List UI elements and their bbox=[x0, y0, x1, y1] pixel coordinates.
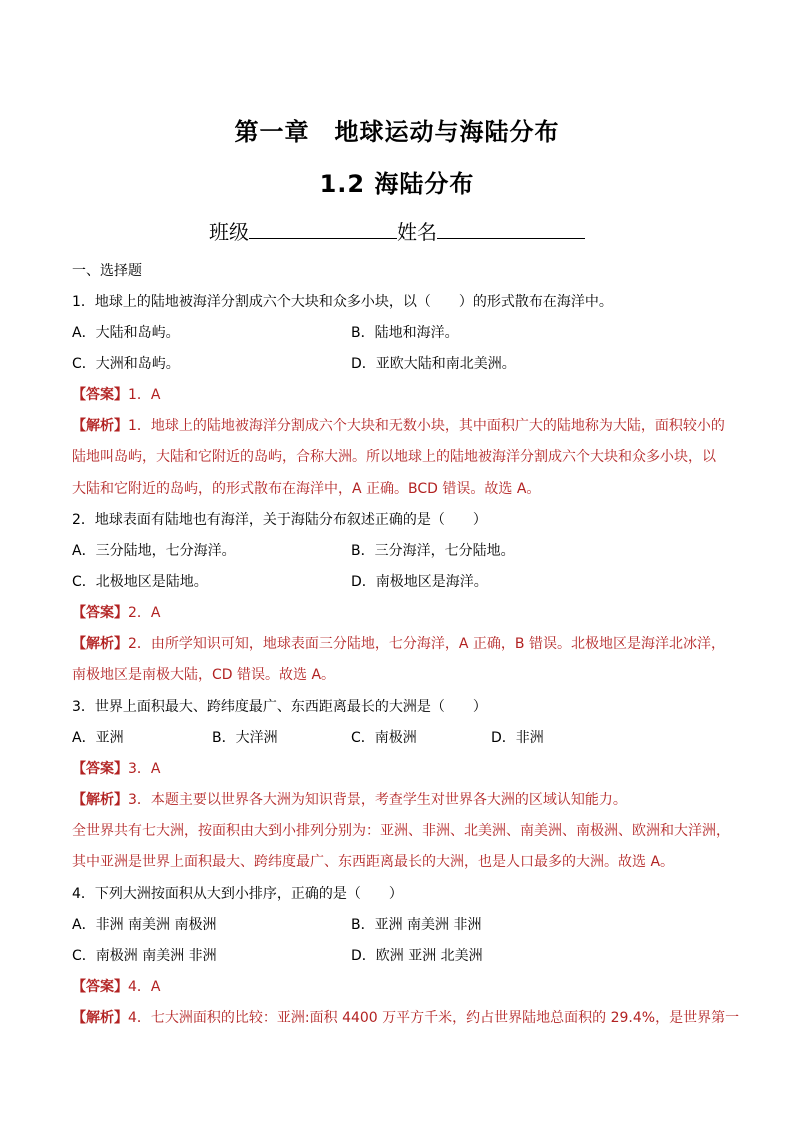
q4-analysis-text-1: 4．七大洲面积的比较：亚洲:面积 4400 万平方千米，约占世界陆地总面积的 29.4%，是世界第一 bbox=[128, 1010, 740, 1026]
q1-analysis-text-1: 1．地球上的陆地被海洋分割成六个大块和无数小块，其中面积广大的陆地称为大陆，面积较小的 bbox=[128, 418, 725, 434]
class-name-line bbox=[0, 216, 794, 245]
q2-analysis-line-2: 南极地区是南极大陆，CD 错误。故选 A。 bbox=[72, 667, 336, 683]
analysis-tag: 【解析】 bbox=[72, 1010, 128, 1026]
q1-option-d: D．亚欧大陆和南北美洲。 bbox=[351, 356, 516, 372]
q2-analysis-text-1: 2．由所学知识可知，地球表面三分陆地，七分海洋，A 正确，B 错误。北极地区是海洋北冰洋， bbox=[128, 636, 725, 652]
q3-option-a: A．亚洲 bbox=[72, 730, 124, 746]
q2-option-a: A．三分陆地，七分海洋。 bbox=[72, 543, 236, 559]
q4-option-c: C．南极洲 南美洲 非洲 bbox=[72, 948, 217, 964]
q3-analysis-text-1: 3．本题主要以世界各大洲为知识背景，考查学生对世界各大洲的区域认知能力。 bbox=[128, 792, 627, 808]
q1-analysis-line-2: 陆地叫岛屿，大陆和它附近的岛屿，合称大洲。所以地球上的陆地被海洋分割成六个大块和众多小块，以 bbox=[72, 449, 716, 465]
q3-answer bbox=[72, 758, 160, 778]
q2-option-b: B．三分海洋，七分陆地。 bbox=[351, 543, 515, 559]
section-title: 1.2 海陆分布 bbox=[319, 170, 475, 198]
q1-option-c: C．大洲和岛屿。 bbox=[72, 356, 180, 372]
analysis-tag: 【解析】 bbox=[72, 418, 128, 434]
q1-answer bbox=[72, 384, 160, 404]
q2-answer bbox=[72, 602, 160, 622]
class-blank bbox=[249, 220, 397, 239]
question-2-stem: 2．地球表面有陆地也有海洋，关于海陆分布叙述正确的是（ ） bbox=[72, 512, 487, 528]
answer-tag: 【答案】 bbox=[72, 761, 128, 777]
q1-option-a: A．大陆和岛屿。 bbox=[72, 325, 180, 341]
name-label: 姓名 bbox=[397, 220, 437, 244]
q4-analysis-line-1 bbox=[72, 1007, 739, 1027]
q4-option-b: B．亚洲 南美洲 非洲 bbox=[351, 917, 482, 933]
q1-answer-value: 1．A bbox=[128, 387, 161, 403]
chapter-title: 第一章 地球运动与海陆分布 bbox=[234, 118, 560, 146]
q2-option-c: C．北极地区是陆地。 bbox=[72, 574, 208, 590]
section-heading: 一、选择题 bbox=[72, 263, 142, 279]
q4-option-a: A．非洲 南美洲 南极洲 bbox=[72, 917, 217, 933]
q3-option-b: B．大洋洲 bbox=[212, 730, 278, 746]
q1-analysis-line-1 bbox=[72, 415, 725, 435]
q4-answer bbox=[72, 976, 160, 996]
answer-tag: 【答案】 bbox=[72, 605, 128, 621]
q2-answer-value: 2．A bbox=[128, 605, 161, 621]
q3-analysis-line-3: 其中亚洲是世界上面积最大、跨纬度最广、东西距离最长的大洲，也是人口最多的大洲。故选 A。 bbox=[72, 854, 675, 870]
answer-tag: 【答案】 bbox=[72, 387, 128, 403]
name-blank bbox=[437, 220, 585, 239]
q3-analysis-line-2: 全世界共有七大洲，按面积由大到小排列分别为：亚洲、非洲、北美洲、南美洲、南极洲、欧洲和大洋洲， bbox=[72, 823, 730, 839]
q3-option-d: D．非洲 bbox=[491, 730, 544, 746]
q1-analysis-line-3: 大陆和它附近的岛屿，的形式散布在海洋中，A 正确。BCD 错误。故选 A。 bbox=[72, 481, 541, 497]
q4-answer-value: 4．A bbox=[128, 979, 161, 995]
answer-tag: 【答案】 bbox=[72, 979, 128, 995]
q3-analysis-line-1 bbox=[72, 789, 627, 809]
question-3-stem: 3．世界上面积最大、跨纬度最广、东西距离最长的大洲是（ ） bbox=[72, 699, 487, 715]
q2-analysis-line-1 bbox=[72, 633, 725, 653]
q1-option-b: B．陆地和海洋。 bbox=[351, 325, 459, 341]
q4-option-d: D．欧洲 亚洲 北美洲 bbox=[351, 948, 483, 964]
q3-option-c: C．南极洲 bbox=[351, 730, 417, 746]
q2-option-d: D．南极地区是海洋。 bbox=[351, 574, 488, 590]
question-4-stem: 4．下列大洲按面积从大到小排序，正确的是（ ） bbox=[72, 886, 403, 902]
analysis-tag: 【解析】 bbox=[72, 792, 128, 808]
question-1-stem: 1．地球上的陆地被海洋分割成六个大块和众多小块，以（ ）的形式散布在海洋中。 bbox=[72, 294, 613, 310]
analysis-tag: 【解析】 bbox=[72, 636, 128, 652]
class-label: 班级 bbox=[209, 220, 249, 244]
q3-answer-value: 3．A bbox=[128, 761, 161, 777]
